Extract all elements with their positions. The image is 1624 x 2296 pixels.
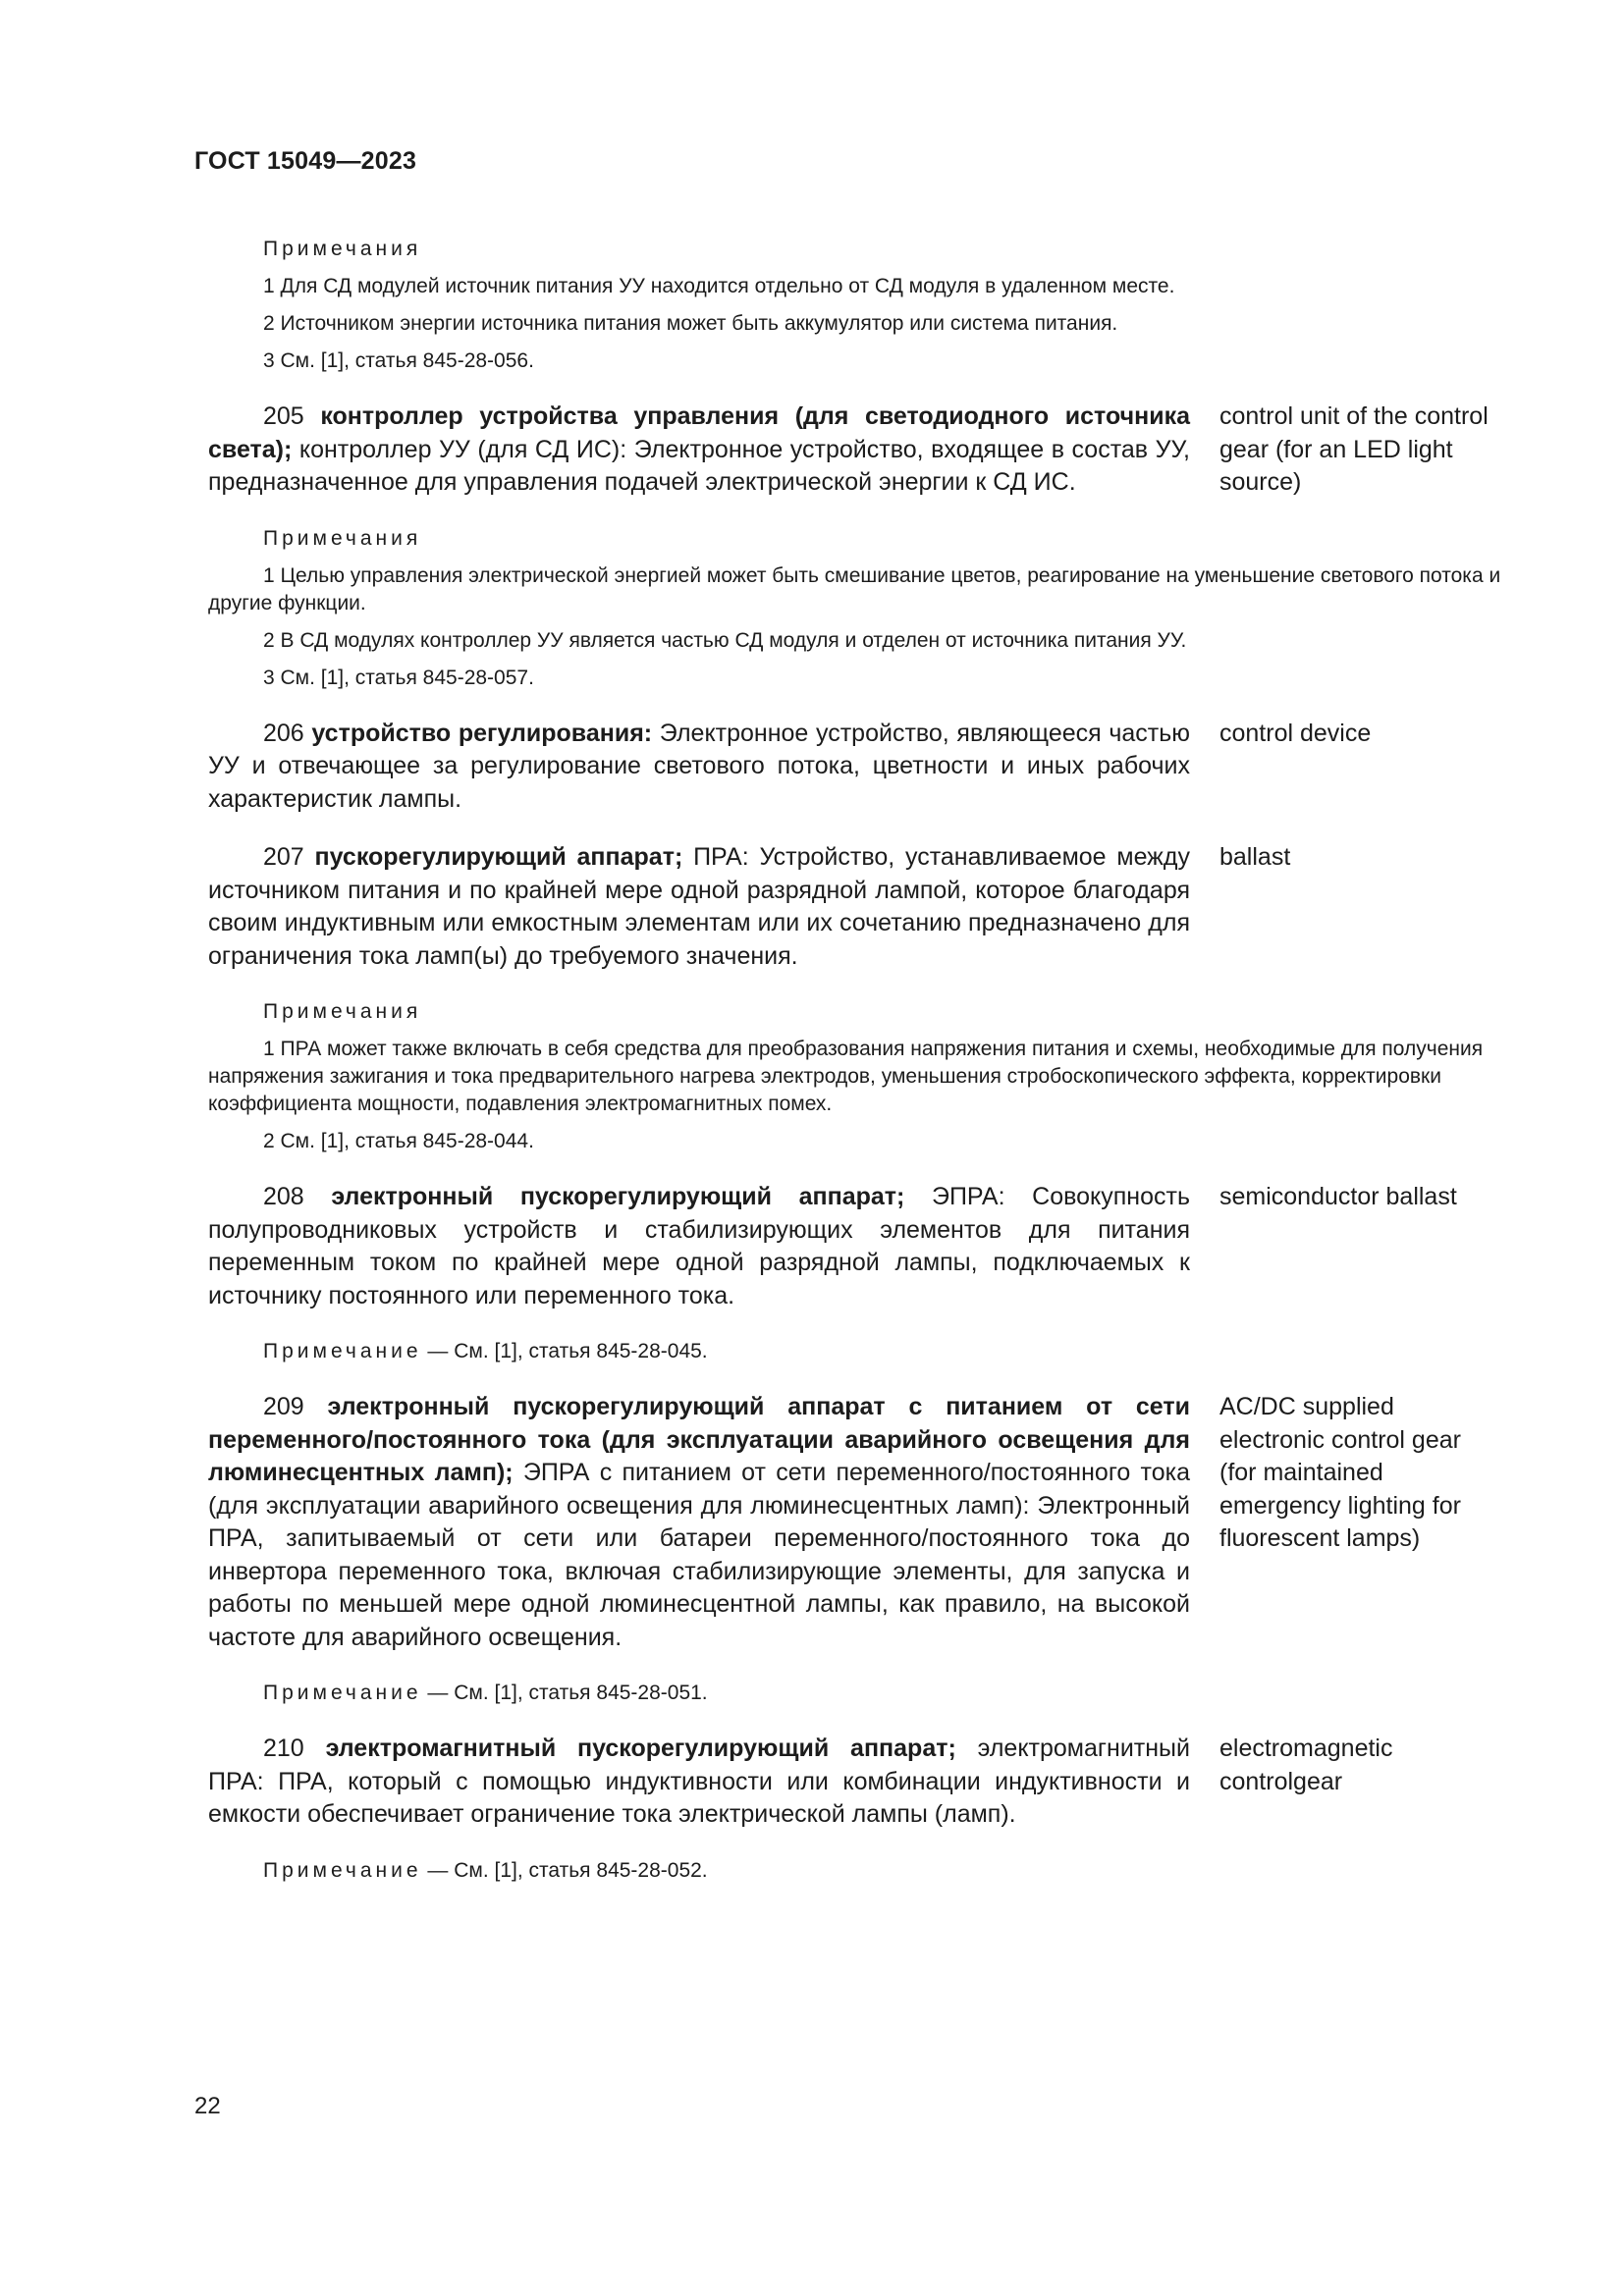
term-entry [208, 841, 1504, 973]
note-text: — См. [1], статья 845-28-045. [421, 1340, 708, 1362]
term-english: control unit of the control gear (for an LED light source) [1219, 402, 1489, 496]
term-text: ЭПРА: Совокупность полупроводниковых устройств и стабилизирующих элементов для питания переменным током по крайней мере одной разрядной лампы, подключаемых к источнику постоянного или переменного тока. [208, 1183, 1190, 1309]
term-entry [208, 1391, 1504, 1654]
term-entry [208, 1733, 1504, 1832]
term-name: контроллер устройства управления (для светодиодного источника света); [208, 402, 1190, 463]
note-label: Примечание [263, 1340, 422, 1362]
notes-block [208, 998, 1504, 1155]
note-item: 1 Для СД модулей источник питания УУ находится отдельно от СД модуля в удаленном месте. [263, 275, 1175, 297]
single-note [208, 1338, 1504, 1365]
notes-title: Примечания [263, 526, 422, 550]
term-definition [208, 1391, 1190, 1654]
note-item: 1 Целью управления электрической энергией может быть смешивание цветов, реагирование на уменьшение светового потока и другие функции. [208, 563, 1501, 614]
note-item: 2 См. [1], статья 845-28-044. [263, 1130, 534, 1152]
term-entry [208, 1181, 1504, 1312]
term-name: пускорегулирующий аппарат; [314, 843, 683, 871]
term-english: ballast [1219, 843, 1291, 871]
term-name: устройство регулирования: [311, 719, 653, 747]
term-name: электронный пускорегулирующий аппарат; [331, 1183, 905, 1210]
note-item: 2 В СД модулях контроллер УУ является частью СД модуля и отделен от источника питания УУ. [263, 628, 1187, 652]
term-english: semiconductor ballast [1219, 1183, 1457, 1210]
term-definition [208, 841, 1190, 973]
term-entry [208, 400, 1504, 500]
note-label: Примечание [263, 1858, 422, 1882]
single-note [208, 1857, 1504, 1885]
term-number: 205 [263, 402, 304, 430]
term-number: 207 [263, 843, 304, 871]
note-item: 1 ПРА может также включать в себя средства для преобразования напряжения питания и схемы, необходимые для получения напряжения зажигания и тока предварительного нагрева электродов, уменьшения стробоскопического эффекта, корректировки коэффициента мощности, подавления электромагнитных помех. [208, 1038, 1484, 1115]
term-english: electromagnetic controlgear [1219, 1735, 1393, 1795]
notes-title: Примечания [263, 1000, 422, 1023]
term-number: 208 [263, 1183, 304, 1210]
note-item: 3 См. [1], статья 845-28-057. [263, 666, 534, 689]
note-item: 3 См. [1], статья 845-28-056. [263, 349, 534, 372]
term-definition [208, 1181, 1190, 1312]
document-header: ГОСТ 15049—2023 [194, 147, 417, 175]
single-note [208, 1680, 1504, 1707]
term-definition [208, 718, 1190, 817]
term-english: control device [1219, 719, 1372, 747]
note-label: Примечание [263, 1682, 422, 1704]
term-text: Электронное устройство, являющееся частью УУ и отвечающее за регулирование светового потока, цветности и иных рабочих характеристик лампы. [208, 719, 1190, 813]
term-english: AC/DC supplied electronic control gear (for maintained emergency lighting for fluorescent lamps) [1219, 1393, 1461, 1552]
term-definition [208, 1733, 1190, 1832]
term-name: электронный пускорегулирующий аппарат с питанием от сети переменного/постоянного тока (для эксплуатации аварийного освещения для люминесцентных ламп); [208, 1393, 1190, 1486]
notes-block [208, 525, 1504, 692]
note-item: 2 Источником энергии источника питания может быть аккумулятор или система питания. [263, 312, 1118, 335]
note-text: — См. [1], статья 845-28-052. [421, 1858, 708, 1882]
note-text: — См. [1], статья 845-28-051. [421, 1682, 708, 1704]
page-number: 22 [194, 2093, 221, 2119]
term-definition [208, 400, 1190, 500]
document-body [208, 236, 1504, 1910]
term-number: 210 [263, 1735, 304, 1762]
notes-title: Примечания [263, 238, 422, 260]
term-entry [208, 718, 1504, 817]
term-name: электромагнитный пускорегулирующий аппарат; [325, 1735, 956, 1762]
term-number: 206 [263, 719, 304, 747]
term-text: ПРА: Устройство, устанавливаемое между источником питания и по крайней мере одной разрядной лампой, которое благодаря своим индуктивным или емкостным элементам или их сочетанию предназначено для ограничения тока ламп(ы) до требуемого значения. [208, 843, 1190, 970]
term-text: контроллер УУ (для СД ИС): Электронное устройство, входящее в состав УУ, предназначенное для управления подачей электрической энергии к СД ИС. [208, 435, 1190, 496]
term-text: ЭПРА с питанием от сети переменного/постоянного тока (для эксплуатации аварийного освещения для люминесцентных ламп): Электронный ПРА, запитываемый от сети или батареи переменного/постоянного тока до инвертора переменного тока, включая стабилизирующие элементы, для запуска и работы по меньшей мере одной люминесцентной лампы, как правило, на высокой частоте для аварийного освещения. [208, 1459, 1191, 1651]
notes-block [208, 236, 1504, 375]
term-text: электромагнитный ПРА: ПРА, который с помощью индуктивности или комбинации индуктивности и емкости обеспечивает ограничение тока электрической лампы (ламп). [208, 1735, 1190, 1828]
term-number: 209 [263, 1393, 304, 1420]
